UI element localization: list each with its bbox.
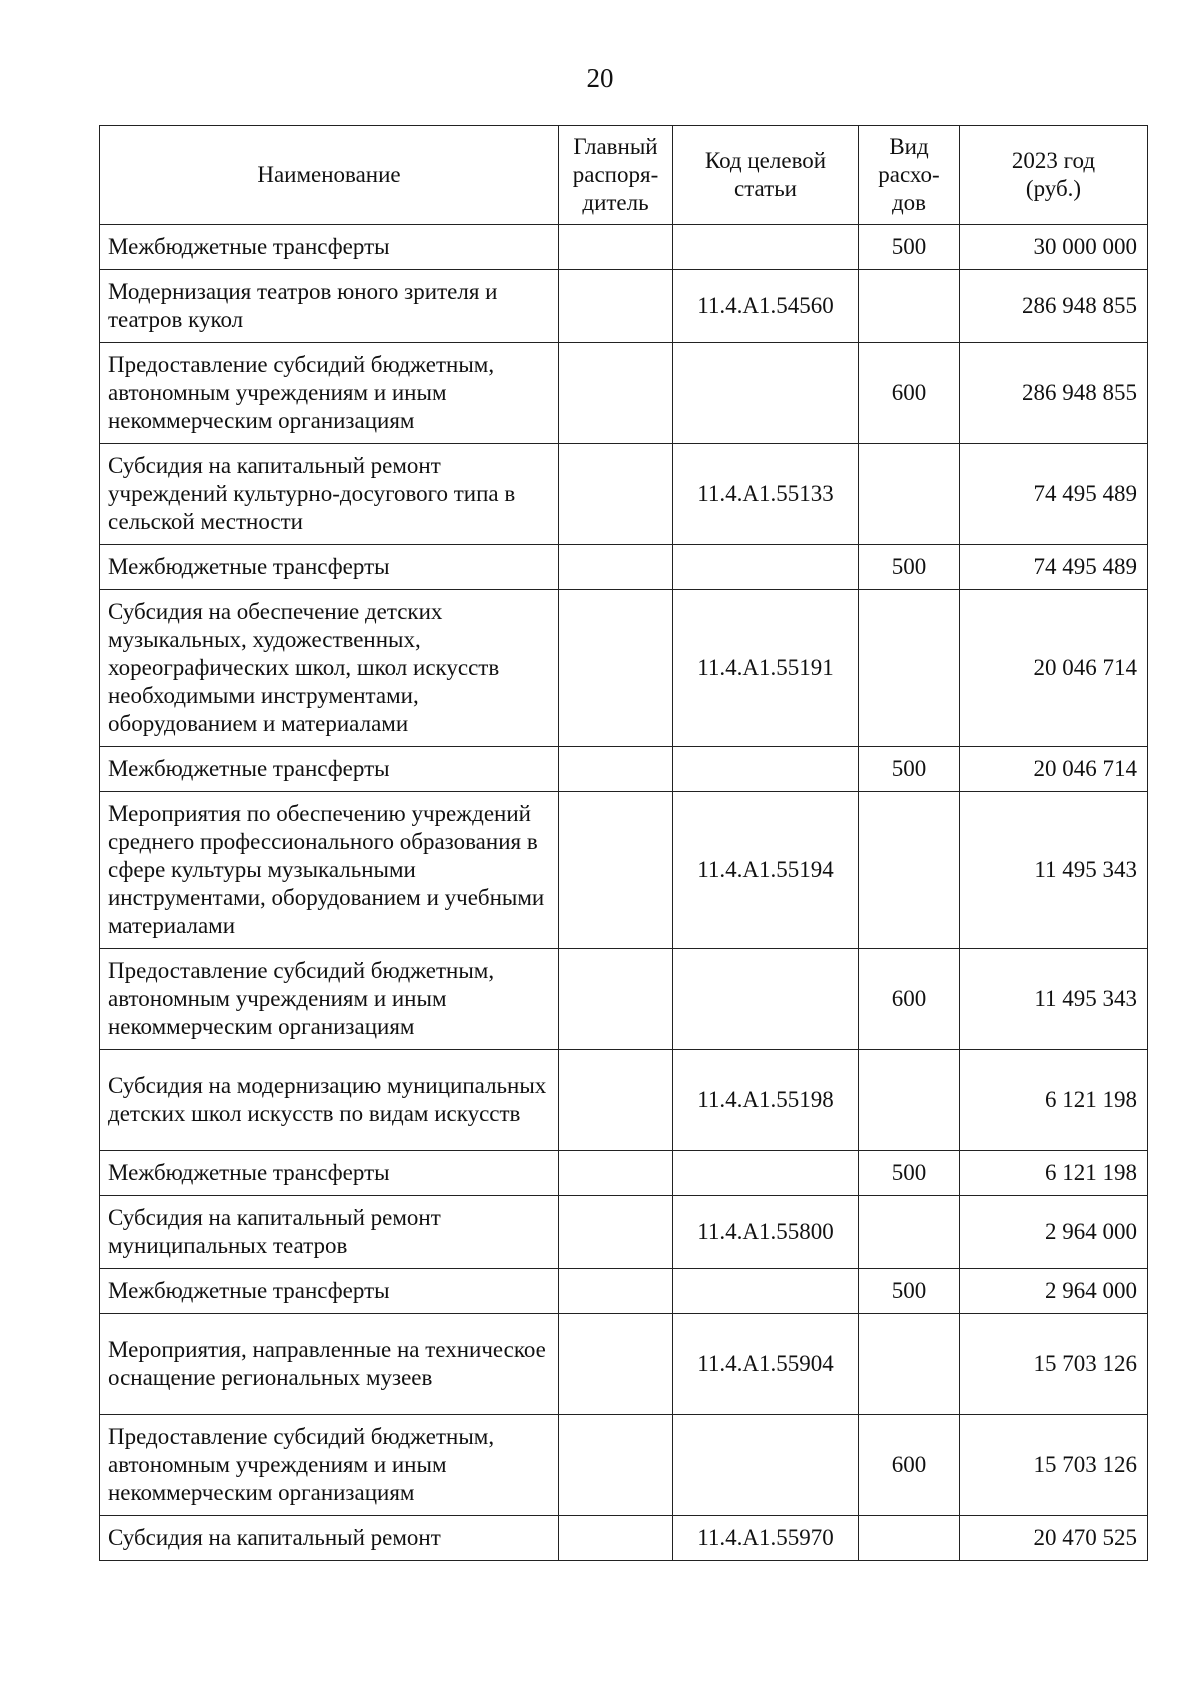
table-row [100,590,1148,747]
row-main-manager [559,590,673,747]
row-type [859,270,960,343]
header-name: Наименование [100,126,559,225]
row-code: 11.4.A1.54560 [673,270,859,343]
row-amount: 11 495 343 [960,792,1148,949]
row-type: 600 [859,1415,960,1516]
row-name: Субсидия на обеспечение детских музыкальных, художественных, хореографических школ, школ искусств необходимыми инструментами, оборудованием и материалами [100,590,559,747]
row-main-manager [559,444,673,545]
table-row [100,444,1148,545]
row-amount: 11 495 343 [960,949,1148,1050]
budget-table [99,125,1148,1561]
table-row [100,1415,1148,1516]
row-type: 500 [859,225,960,270]
row-code [673,343,859,444]
row-amount: 74 495 489 [960,444,1148,545]
row-type [859,792,960,949]
row-amount: 6 121 198 [960,1050,1148,1151]
row-name: Мероприятия, направленные на техническое оснащение региональных музеев [100,1314,559,1415]
row-type: 500 [859,747,960,792]
row-type [859,1050,960,1151]
row-main-manager [559,1050,673,1151]
row-type [859,1314,960,1415]
row-amount: 20 046 714 [960,590,1148,747]
row-name: Субсидия на капитальный ремонт учреждений культурно-досугового типа в сельской местности [100,444,559,545]
row-main-manager [559,747,673,792]
row-type: 600 [859,949,960,1050]
row-amount: 15 703 126 [960,1415,1148,1516]
row-main-manager [559,949,673,1050]
row-amount: 74 495 489 [960,545,1148,590]
row-name: Межбюджетные трансферты [100,545,559,590]
row-main-manager [559,270,673,343]
row-amount: 20 046 714 [960,747,1148,792]
table-row [100,225,1148,270]
row-amount: 20 470 525 [960,1516,1148,1561]
row-code [673,225,859,270]
row-main-manager [559,1314,673,1415]
row-name: Межбюджетные трансферты [100,1269,559,1314]
row-main-manager [559,225,673,270]
header-main-manager: Главный распоря- дитель [559,126,673,225]
row-code [673,1269,859,1314]
row-amount: 286 948 855 [960,270,1148,343]
row-main-manager [559,545,673,590]
header-expense-type: Вид расхо- дов [859,126,960,225]
row-main-manager [559,792,673,949]
row-main-manager [559,1269,673,1314]
table-header-row [100,126,1148,225]
row-type: 500 [859,1151,960,1196]
row-code [673,1151,859,1196]
row-amount: 286 948 855 [960,343,1148,444]
row-main-manager [559,1415,673,1516]
table-row [100,1314,1148,1415]
row-name: Межбюджетные трансферты [100,225,559,270]
row-code: 11.4.A1.55194 [673,792,859,949]
row-amount: 15 703 126 [960,1314,1148,1415]
row-code [673,1415,859,1516]
row-code [673,545,859,590]
table-row [100,270,1148,343]
row-amount: 2 964 000 [960,1269,1148,1314]
row-code [673,747,859,792]
row-name: Субсидия на капитальный ремонт [100,1516,559,1561]
page-number: 20 [586,63,614,93]
row-code [673,949,859,1050]
row-name: Межбюджетные трансферты [100,747,559,792]
row-main-manager [559,1196,673,1269]
table-row [100,1196,1148,1269]
table-row [100,747,1148,792]
row-code: 11.4.A1.55133 [673,444,859,545]
row-type [859,444,960,545]
row-name: Предоставление субсидий бюджетным, автономным учреждениям и иным некоммерческим организациям [100,1415,559,1516]
table-row [100,949,1148,1050]
table-row [100,1269,1148,1314]
row-type: 600 [859,343,960,444]
row-type [859,590,960,747]
row-name: Мероприятия по обеспечению учреждений среднего профессионального образования в сфере культуры музыкальными инструментами, оборудованием и учебными материалами [100,792,559,949]
row-type: 500 [859,1269,960,1314]
row-code: 11.4.A1.55800 [673,1196,859,1269]
header-amount: 2023 год (руб.) [960,126,1148,225]
table-row [100,545,1148,590]
table-row [100,1151,1148,1196]
row-name: Субсидия на капитальный ремонт муниципальных театров [100,1196,559,1269]
table-row [100,1050,1148,1151]
row-name: Субсидия на модернизацию муниципальных детских школ искусств по видам искусств [100,1050,559,1151]
row-name: Межбюджетные трансферты [100,1151,559,1196]
row-main-manager [559,1516,673,1561]
row-code: 11.4.A1.55191 [673,590,859,747]
row-amount: 6 121 198 [960,1151,1148,1196]
row-amount: 2 964 000 [960,1196,1148,1269]
row-main-manager [559,343,673,444]
row-name: Предоставление субсидий бюджетным, автономным учреждениям и иным некоммерческим организациям [100,343,559,444]
row-name: Модернизация театров юного зрителя и театров кукол [100,270,559,343]
row-amount: 30 000 000 [960,225,1148,270]
table-row [100,343,1148,444]
table-row [100,792,1148,949]
row-type [859,1516,960,1561]
row-type: 500 [859,545,960,590]
header-target-code: Код целевой статьи [673,126,859,225]
row-name: Предоставление субсидий бюджетным, автономным учреждениям и иным некоммерческим организациям [100,949,559,1050]
row-code: 11.4.A1.55904 [673,1314,859,1415]
row-main-manager [559,1151,673,1196]
row-code: 11.4.A1.55198 [673,1050,859,1151]
table-row [100,1516,1148,1561]
row-code: 11.4.A1.55970 [673,1516,859,1561]
row-type [859,1196,960,1269]
